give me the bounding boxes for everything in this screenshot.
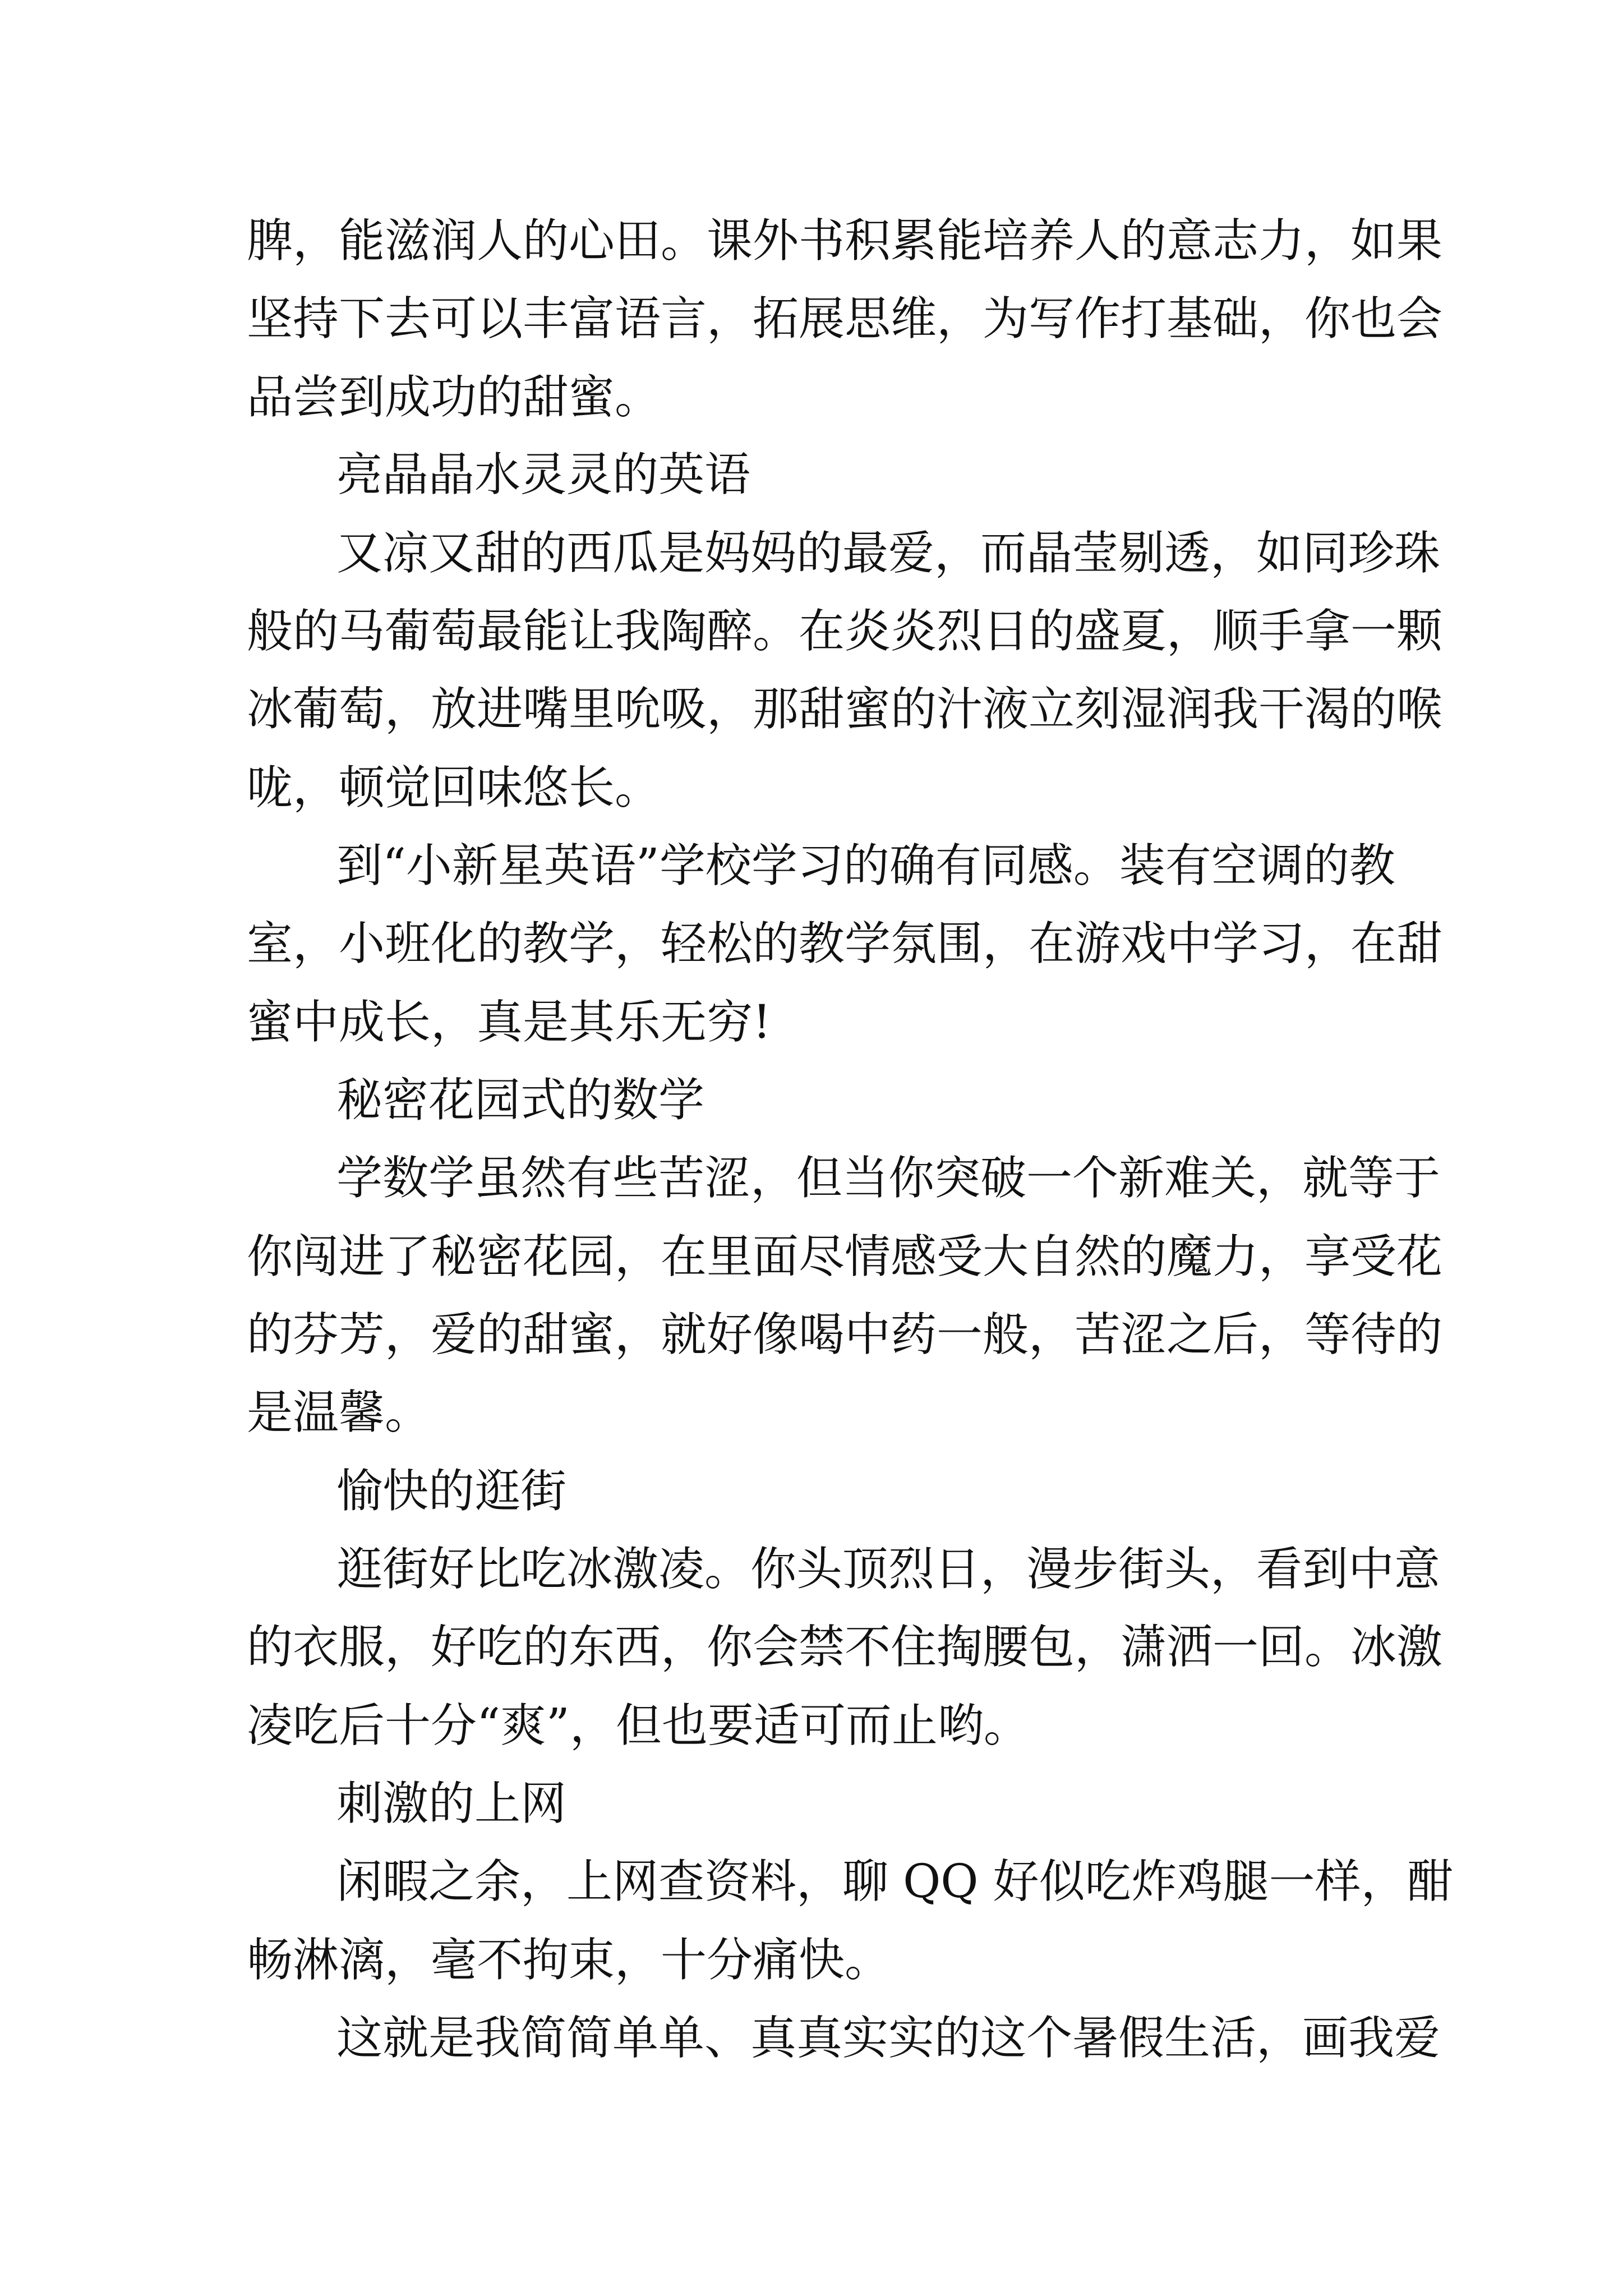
section-heading: 刺激的上网: [336, 1777, 567, 1830]
text-line: 坚持下去可以丰富语言，拓展思维，为写作打基础，你也会: [247, 292, 1443, 346]
text-line: 的衣服，好吃的东西，你会禁不住掏腰包，潇洒一回。冰激: [247, 1621, 1443, 1674]
text-line: 凌吃后十分“爽”，但也要适可而止哟。: [247, 1699, 1030, 1752]
section-heading: 秘密花园式的数学: [336, 1074, 705, 1127]
text-line: 这就是我简简单单、真真实实的这个暑假生活，画我爱: [336, 2012, 1441, 2065]
text-line: 是温馨。: [247, 1386, 431, 1439]
text-line: 蜜中成长，真是其乐无穷!: [247, 996, 771, 1049]
section-heading: 愉快的逛街: [336, 1465, 567, 1518]
text-line: 咙，顿觉回味悠长。: [247, 761, 661, 815]
text-line: 室，小班化的教学，轻松的教学氛围，在游戏中学习，在甜: [247, 917, 1443, 970]
text-line: 学数学虽然有些苦涩，但当你突破一个新难关，就等于: [336, 1152, 1441, 1205]
text-line: 逛街好比吃冰激凌。你头顶烈日，漫步街头，看到中意: [336, 1543, 1441, 1596]
text-line: 品尝到成功的甜蜜。: [247, 371, 661, 424]
section-heading: 亮晶晶水灵灵的英语: [336, 448, 751, 501]
text-line: 到“小新星英语”学校学习的确有同感。装有空调的教: [336, 839, 1395, 892]
text-line: 畅淋漓，毫不拘束，十分痛快。: [247, 1934, 891, 1987]
text-line: 闲暇之余，上网查资料，聊 QQ 好似吃炸鸡腿一样，酣: [336, 1855, 1453, 1908]
text-line: 般的马葡萄最能让我陶醉。在炎炎烈日的盛夏，顺手拿一颗: [247, 605, 1443, 658]
text-line: 的芬芳，爱的甜蜜，就好像喝中药一般，苦涩之后，等待的: [247, 1308, 1443, 1361]
text-line: 冰葡萄，放进嘴里吮吸，那甜蜜的汁液立刻湿润我干渴的喉: [247, 683, 1443, 736]
text-line: 又凉又甜的西瓜是妈妈的最爱，而晶莹剔透，如同珍珠: [336, 527, 1441, 580]
text-line: 你闯进了秘密花园，在里面尽情感受大自然的魔力，享受花: [247, 1230, 1443, 1283]
text-line: 脾，能滋润人的心田。课外书积累能培养人的意志力，如果: [247, 214, 1443, 268]
